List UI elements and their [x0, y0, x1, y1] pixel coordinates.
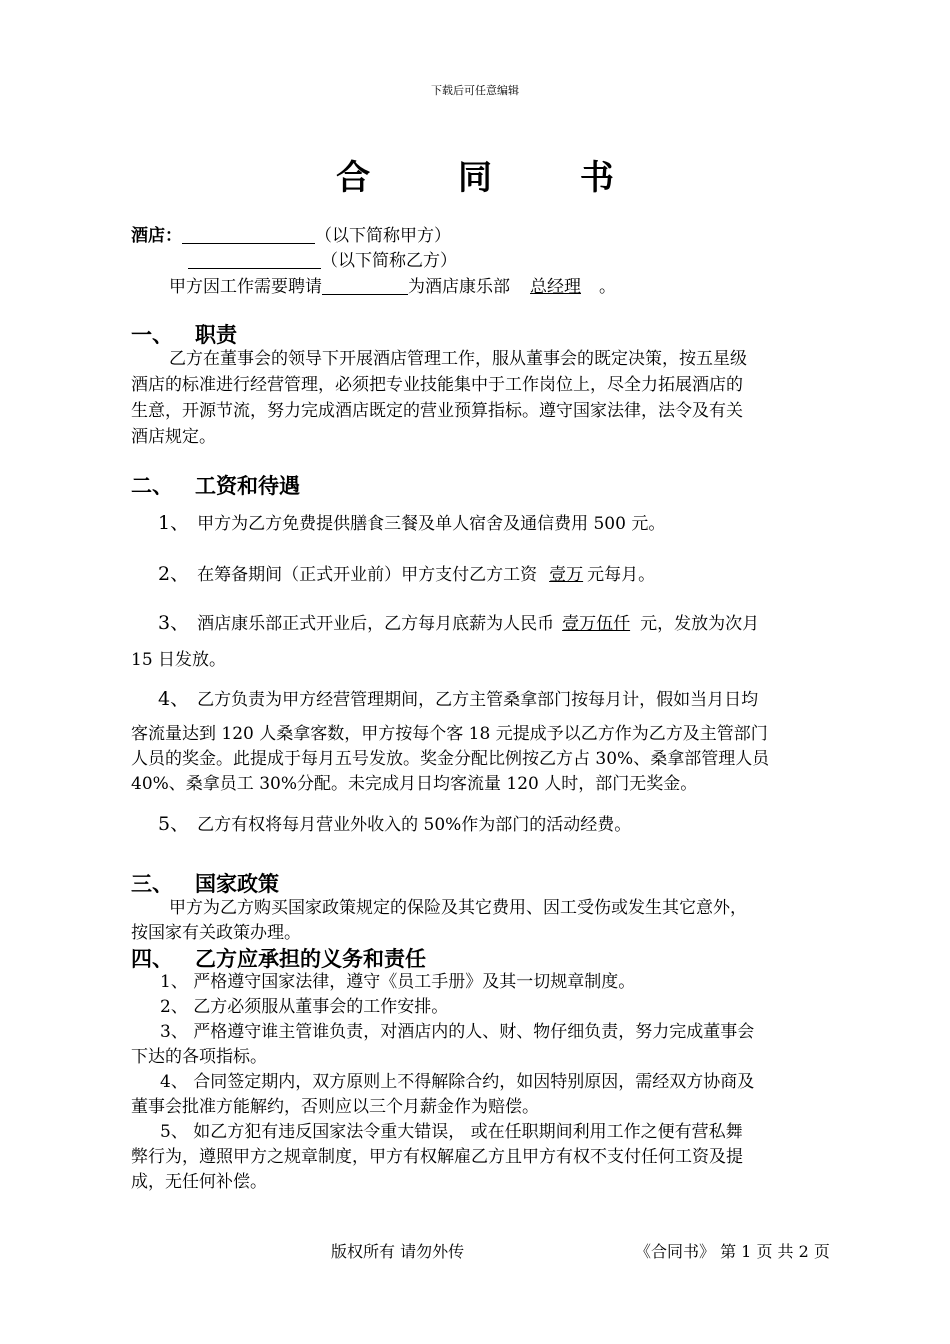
section-1-title: 职责 — [195, 322, 237, 347]
section-3-title: 国家政策 — [195, 871, 279, 896]
footer-page-info: 《合同书》 第 1 页 共 2 页 — [635, 1242, 830, 1261]
hire-line — [169, 274, 616, 300]
hire-prefix: 甲方因工作需要聘请 — [169, 277, 322, 297]
party-b-blank — [188, 250, 321, 269]
section-3-line: 甲方为乙方购买国家政策规定的保险及其它费用、因工受伤或发生其它意外， — [169, 898, 747, 918]
item-number: 3、 — [158, 612, 190, 634]
section-2-item-4 — [158, 686, 758, 713]
section-1-heading — [131, 319, 237, 349]
party-b-line — [188, 248, 457, 274]
item-number: 5、 — [158, 813, 190, 835]
item-text: 甲方为乙方免费提供膳食三餐及单人宿舍及通信费用 500 元。 — [197, 514, 666, 534]
section-4-title: 乙方应承担的义务和责任 — [195, 946, 426, 971]
section-2-item-1 — [158, 510, 665, 537]
item-number: 4、 — [158, 688, 190, 710]
section-2-item-3 — [158, 610, 759, 637]
item-text: 乙方负责为甲方经营管理期间，乙方主管桑拿部门按每月计，假如当月日均 — [197, 690, 759, 710]
salary-prep-amount: 壹万 — [549, 565, 584, 585]
section-4-line: 下达的各项指标。 — [131, 1047, 267, 1067]
position-value: 总经理 — [530, 277, 581, 297]
hotel-label: 酒店： — [131, 226, 182, 246]
section-3-heading — [131, 868, 279, 898]
section-2-item-4-cont: 40%、桑拿员工 30%分配。未完成月日均客流量 120 人时，部门无奖金。 — [131, 774, 698, 794]
section-4-line: 董事会批准方能解约，否则应以三个月薪金作为赔偿。 — [131, 1097, 539, 1117]
section-4-line: 3、 严格遵守谁主管谁负责，对酒店内的人、财、物仔细负责，努力完成董事会 — [160, 1022, 755, 1042]
item-number: 1、 — [158, 512, 190, 534]
hire-mid: 为酒店康乐部 — [408, 277, 510, 297]
section-3-number: 三、 — [131, 871, 173, 896]
item-text: 酒店康乐部正式开业后，乙方每月底薪为人民币 — [197, 614, 555, 634]
section-2-heading — [131, 470, 300, 500]
section-2-item-4-cont: 客流量达到 120 人桑拿客数，甲方按每个客 18 元提成予以乙方作为乙方及主管部门 — [131, 724, 768, 744]
section-2-number: 二、 — [131, 473, 173, 498]
hire-end: 。 — [599, 277, 616, 297]
section-2-item-4-cont: 人员的奖金。此提成于每月五号发放。奖金分配比例按乙方占 30%、桑拿部管理人员 — [131, 749, 770, 769]
header-note: 下载后可任意编辑 — [431, 84, 519, 97]
section-4-number: 四、 — [131, 946, 173, 971]
party-a-suffix: （以下简称甲方） — [315, 226, 451, 246]
hire-name-blank — [322, 276, 408, 295]
section-2-title: 工资和待遇 — [195, 473, 300, 498]
section-1-line: 酒店的标准进行经营管理，必须把专业技能集中于工作岗位上，尽全力拓展酒店的 — [131, 375, 743, 395]
section-4-line: 2、 乙方必须服从董事会的工作安排。 — [160, 997, 449, 1017]
item-number: 2、 — [158, 563, 190, 585]
party-b-suffix: （以下简称乙方） — [321, 251, 457, 271]
section-4-line: 成，无任何补偿。 — [131, 1172, 267, 1192]
item-text-end: 元每月。 — [587, 565, 656, 585]
section-3-line: 按国家有关政策办理。 — [131, 923, 301, 943]
section-4-line: 4、 合同签定期内，双方原则上不得解除合约，如因特别原因，需经双方协商及 — [160, 1072, 755, 1092]
party-a-blank — [182, 225, 315, 244]
section-4-line: 1、 严格遵守国家法律，遵守《员工手册》及其一切规章制度。 — [160, 972, 636, 992]
section-2-item-3-cont: 15 日发放。 — [131, 650, 227, 670]
section-4-line: 弊行为，遵照甲方之规章制度，甲方有权解雇乙方且甲方有权不支付任何工资及提 — [131, 1147, 743, 1167]
item-text: 在筹备期间（正式开业前）甲方支付乙方工资 — [197, 565, 538, 585]
section-1-line: 酒店规定。 — [131, 427, 216, 447]
section-1-number: 一、 — [131, 322, 173, 347]
footer-copyright: 版权所有 请勿外传 — [331, 1242, 465, 1261]
document-title: 合 同 书 — [336, 158, 652, 198]
section-1-line: 生意，开源节流，努力完成酒店既定的营业预算指标。遵守国家法律，法令及有关 — [131, 401, 743, 421]
section-1-line: 乙方在董事会的领导下开展酒店管理工作，服从董事会的既定决策，按五星级 — [169, 349, 747, 369]
section-2-item-2 — [158, 561, 655, 588]
item-text: 乙方有权将每月营业外收入的 50%作为部门的活动经费。 — [197, 815, 632, 835]
party-a-line — [131, 223, 451, 249]
salary-base-amount: 壹万伍仟 — [562, 614, 631, 634]
item-text-end: 元，发放为次月 — [640, 614, 760, 634]
section-4-line: 5、 如乙方犯有违反国家法令重大错误， 或在任职期间利用工作之便有营私舞 — [160, 1122, 743, 1142]
section-2-item-5 — [158, 811, 631, 838]
